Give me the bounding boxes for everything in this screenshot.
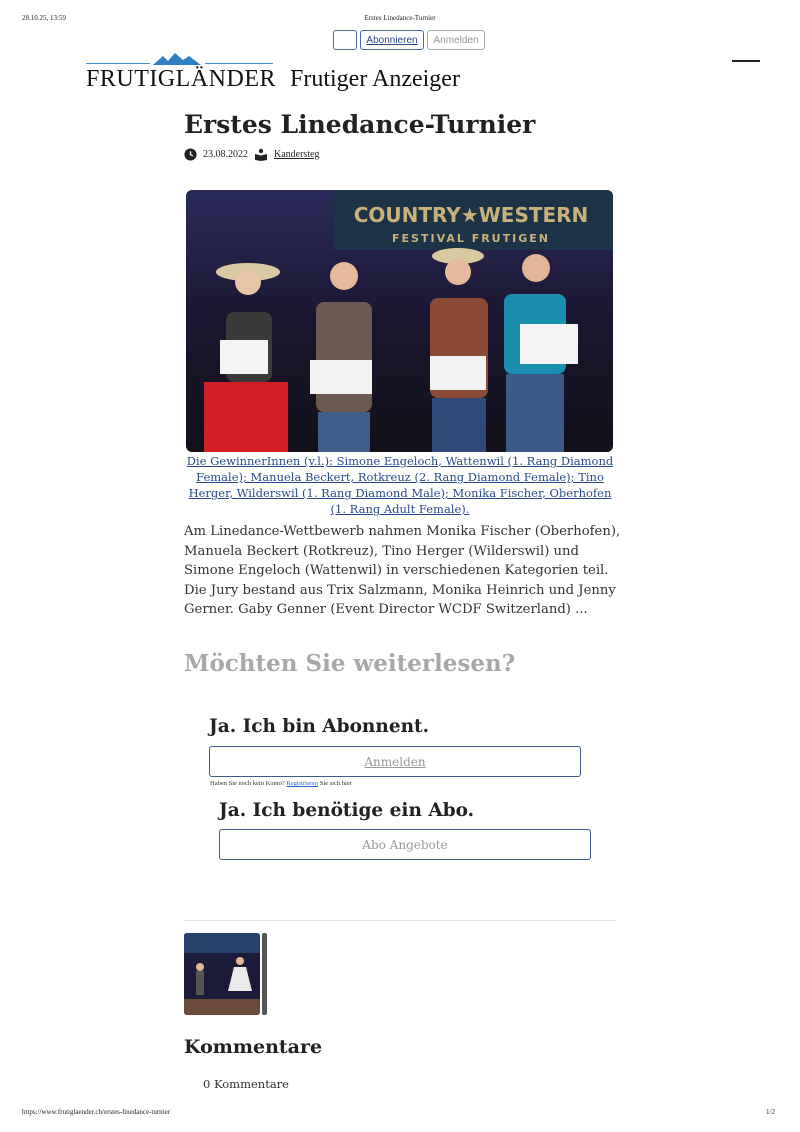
- print-page-number: 1/2: [766, 1108, 775, 1116]
- map-book-icon: [254, 148, 268, 161]
- article-photo: [186, 190, 613, 452]
- related-thumbnail[interactable]: [184, 933, 260, 1015]
- article-meta: [184, 148, 320, 161]
- print-datetime: 28.10.25, 13:59: [22, 14, 66, 22]
- banner-line2: FESTIVAL FRUTIGEN: [392, 232, 550, 245]
- clock-icon: [184, 148, 197, 161]
- banner-line1: COUNTRY★WESTERN: [353, 203, 589, 227]
- login-top-button[interactable]: Anmelden: [427, 30, 485, 50]
- menu-icon[interactable]: [732, 60, 760, 62]
- comments-count[interactable]: 0 Kommentare: [203, 1077, 289, 1091]
- login-button[interactable]: Anmelden: [209, 746, 581, 777]
- blank-button[interactable]: [333, 30, 357, 50]
- register-link[interactable]: Registrieren: [286, 780, 319, 787]
- anzeiger-logo-text[interactable]: Frutiger Anzeiger: [290, 66, 460, 92]
- section-divider: [184, 920, 616, 921]
- winners-photo: [186, 190, 613, 452]
- frutiglaender-logo-text: FRUTIGLÄNDER: [86, 66, 276, 92]
- article-body: Am Linedance-Wettbewerb nahmen Monika Fischer (Oberhofen), Manuela Beckert (Rotkreuz), Tino Herger (Wilderswil) und Simone Engeloch (Wattenwil) in verschiedenen Kategorien teil. Die Jury bestand aus Trix Salzmann, Monika Heinrich und Jenny Gerner. Gaby Genner (Event Director WCDF Switzerland) ...: [184, 524, 621, 617]
- thumbnail-next[interactable]: [262, 933, 267, 1015]
- logo-rule-left: [86, 63, 150, 64]
- article-location-link[interactable]: Kandersteg: [274, 149, 320, 160]
- article-title: Erstes Linedance-Turnier: [184, 110, 536, 139]
- mountain-icon: [153, 53, 201, 65]
- print-page-title: Erstes Linedance-Turnier: [364, 14, 436, 22]
- dancer-thumbnail-image: [184, 933, 260, 1015]
- photo-caption[interactable]: Die GewinnerInnen (v.l.): Simone Engeloch, Wattenwil (1. Rang Diamond Female); Manuela Beckert, Rotkreuz (2. Rang Diamond Female); Tino Herger, Wilderswil (1. Rang Diamond Male); Monika Fischer, Oberhofen (1. Rang Adult Female).: [186, 454, 614, 516]
- comments-heading: Kommentare: [184, 1036, 323, 1058]
- register-suffix: Sie sich hier: [319, 780, 352, 787]
- abo-offers-button[interactable]: Abo Angebote: [219, 829, 591, 860]
- paywall-heading: Möchten Sie weiterlesen?: [184, 650, 516, 677]
- subscribe-button[interactable]: Abonnieren: [360, 30, 424, 50]
- no-account-note: [210, 780, 352, 787]
- logo-rule-right: [205, 63, 273, 64]
- print-url: https://www.frutiglaender.ch/erstes-linedance-turnier: [22, 1108, 171, 1116]
- article-date: 23.08.2022: [203, 149, 248, 160]
- no-account-text: Haben Sie noch kein Konto?: [210, 780, 285, 787]
- need-abo-heading: Ja. Ich benötige ein Abo.: [219, 800, 475, 821]
- subscriber-heading: Ja. Ich bin Abonnent.: [209, 716, 430, 737]
